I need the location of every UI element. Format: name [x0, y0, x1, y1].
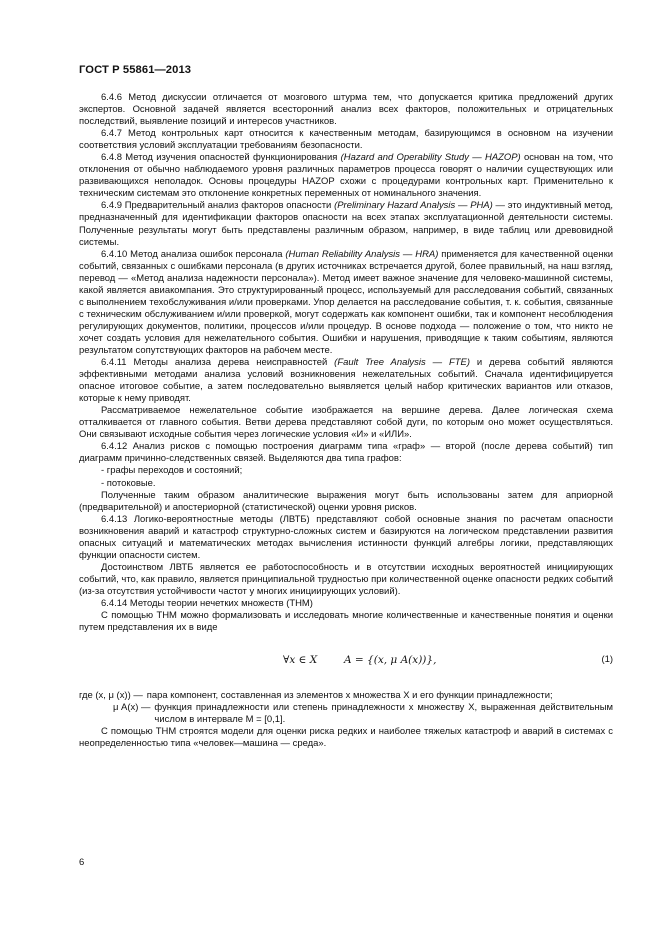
definition-term: μ A(x) — [113, 702, 151, 714]
term-hra: (Human Reliability Analysis — HRA) [285, 248, 439, 260]
paragraph-6-4-9 [79, 200, 613, 248]
paragraph-6-4-14-continued: С помощью ТНМ можно формализовать и исследовать многие количественные и качественные понятия и оценки путем представления их в виде [79, 610, 613, 634]
text: применяется для качественной оценки событий, связанных с ошибками персонала (в других источниках встречается другой, более правильный, на наш взгляд, перевод — «Метод анализа надежности персонала»). Метод имеет важное значение для человеко-машинной системы, какой является авиакомпания. Это структурированный процесс, используемый для расследования событий, связанных с выполнением техобслуживания и/или проверками. Упор делается на расследование события, т. к. события, связанные с техническим обслуживанием и/или проверкой, могут содержать как компонент ошибки, так и компонент несоблюдения регулирующих документов, политики, процессов и/или процедур. В основе подхода — положение о том, что никто не хочет создать условия для нежелательного события. Ошибки и нарушения, приводящие к таким событиям, являются результатом сопутствующих факторов на рабочем месте. [79, 248, 613, 356]
paragraph-6-4-10 [79, 249, 613, 357]
document-header: ГОСТ Р 55861—2013 [79, 64, 192, 76]
paragraph-6-4-14: 6.4.14 Методы теории нечетких множеств (ТНМ) [101, 597, 313, 609]
document-body [79, 92, 613, 750]
text: 6.4.11 Методы анализа дерева неисправностей [101, 357, 335, 369]
formula-quantifier: ∀x ∈ X [283, 654, 318, 667]
text: 6.4.9 Предварительный анализ факторов опасности [101, 200, 335, 212]
text: 6.4.8 Метод изучения опасностей функционирования [101, 152, 341, 164]
formula-set-definition: A = {(x, μ A(x))}, [344, 654, 437, 667]
text: 6.4.10 Метод анализа ошибок персонала [101, 248, 286, 260]
list-item-graph-transitions: - графы переходов и состояний; [101, 465, 243, 477]
list-item-graph-flow: - потоковые. [101, 477, 156, 489]
paragraph-6-4-8 [79, 152, 613, 200]
paragraph-6-4-6: 6.4.6 Метод дискуссии отличается от мозгового штурма тем, что допускается критика предложений других экспертов. Основной задачей является всесторонний анализ всех факторов, положительных и отрицательных последствий, выявление позиций и интересов участников. [79, 92, 613, 128]
formula-definitions [79, 690, 613, 726]
paragraph-final: С помощью ТНМ строятся модели для оценки риска редких и наиболее тяжелых катастроф и аварий в системах с неопределенностью типа «человек—машина — среда». [79, 726, 613, 750]
term-pha: (Preliminary Hazard Analysis — PHA) [334, 200, 493, 212]
definition-pair [79, 690, 613, 702]
formula-1 [79, 648, 613, 674]
paragraph-6-4-12-continued: Полученные таким образом аналитические выражения могут быть использованы затем для априорной (предварительной) и апостериорной (статистической) оценки уровня рисков. [79, 489, 613, 513]
text: и дерева событий являются эффективными методами анализа условий возникновения нежелательных событий. Сначала идентифицируется опасное итоговое событие, а затем последовательно выявляется целый набор критических вариантов или отказов, которые к нему приводят. [79, 357, 613, 405]
page-number: 6 [79, 857, 85, 868]
formula-number: (1) [601, 654, 613, 666]
paragraph-6-4-13: 6.4.13 Логико-вероятностные методы (ЛВТБ) представляют собой основные знания по расчетам опасности возникновения аварий и катастроф структурно-сложных систем и базируются на логическом представлении развития опасных ситуаций и математических методах вычисления истинности функций алгебры логики, представляющих функции опасности систем. [79, 513, 613, 561]
definition-term: где (x, μ (x)) — [79, 690, 143, 702]
text: основан на том, что отклонения от обычно наблюдаемого уровня различных параметров процесса говорят о наличии существующих или развивающихся неполадок. Основы процедуры HAZOP схожи с процедурами контрольных карт. Применительно к техническим системам это отклонение конкретных переменных от номинального значения. [79, 152, 613, 200]
definition-description: пара компонент, составленная из элементов x множества X и его функции принадлежности; [146, 690, 553, 702]
paragraph-6-4-13-continued: Достоинством ЛВТБ является ее работоспособность и в отсутствии исходных вероятностей инициирующих событий, что, как правило, является принципиальной трудностью при количественной оценке опасности редких событий (из-за отсутствия устойчивости частот у многих инициирующих условий). [79, 561, 613, 597]
paragraph-6-4-11-continued: Рассматриваемое нежелательное событие изображается на вершине дерева. Далее логическая схема отталкивается от главного события. Ветви дерева представляют собой дуги, по которым оно может осуществляться. Они связывают исходные события через логические условия «И» и «ИЛИ». [79, 405, 613, 441]
paragraph-6-4-12: 6.4.12 Анализ рисков с помощью построения диаграмм типа «граф» — второй (после дерева событий) тип диаграмм причинно-следственных связей. Выделяются два типа графов: [79, 441, 613, 465]
definition-description: функция принадлежности или степень принадлежности x множеству X, выраженная действительным числом в интервале M = [0,1]. [154, 702, 613, 726]
term-fte: (Fault Tree Analysis — FTE) [334, 357, 470, 369]
term-hazop: (Hazard and Operability Study — HAZOP) [340, 152, 521, 164]
text: — это индуктивный метод, предназначенный для идентификации факторов опасности на всех этапах эксплуатационной деятельности системы. Полученные результаты могут быть представлены различным образом, например, в виде таблиц или древовидной системы. [79, 200, 613, 248]
definition-membership [79, 702, 613, 726]
paragraph-6-4-11 [79, 357, 613, 405]
paragraph-6-4-7: 6.4.7 Метод контрольных карт относится к качественным методам, базирующимся в основном на изучении соответствия условий эксплуатации требованиям безопасности. [79, 128, 613, 152]
